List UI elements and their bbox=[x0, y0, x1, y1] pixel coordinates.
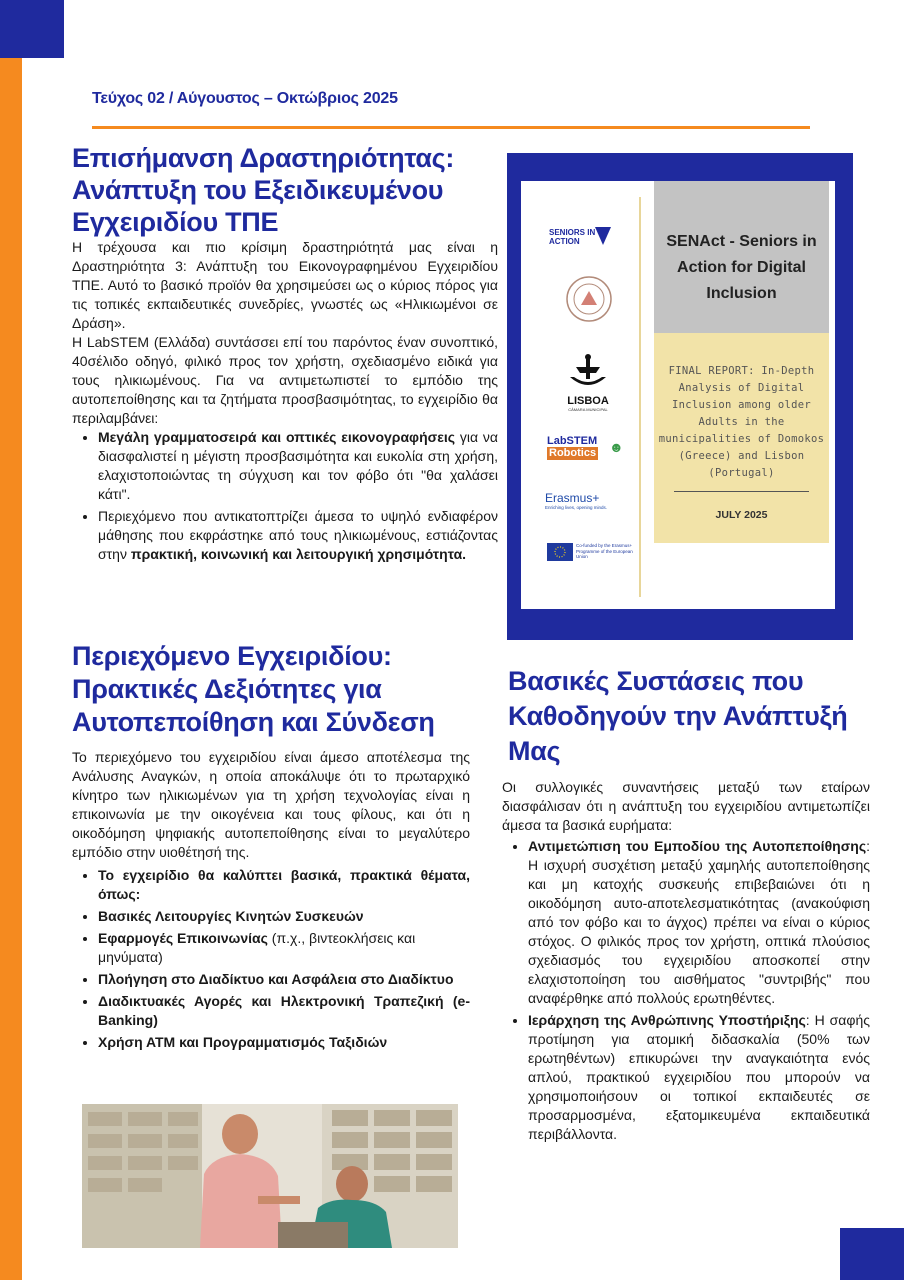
report-cover-page bbox=[521, 181, 835, 609]
recommendation-item: • Αντιμετώπιση του Εμποδίου της Αυτοπεποίθησης: Η ισχυρή συσχέτιση μεταξύ χαμηλής αυτοπεποίθησης και μη κατοχής συσκευής επιβεβαιώνει ότι η οικοδόμηση αυτο-αποτελεσματικότητας (ανακούφιση από τον φόβο και το άγχος) πρέπει να είναι ο κύριος στόχος. Ο φιλικός προς τον χρήστη, οπτικά πλούσιος σχεδιασμός του εγχειριδίου αποσκοπεί στην ελαχιστοποίηση του αισθήματος "συντριβής" που αναφέρθηκε από πολλούς ερωτηθέντες. bbox=[528, 837, 870, 1008]
issue-label: Τεύχος 02 / Αύγουστος – Οκτώβριος 2025 bbox=[92, 90, 398, 107]
recommendations-heading: Βασικές Συστάσεις που Καθοδηγούν την Ανάπτυξή Μας bbox=[508, 666, 848, 766]
cover-report-rule bbox=[674, 491, 809, 492]
cover-title-panel bbox=[654, 181, 829, 333]
cover-report-text: FINAL REPORT: In-Depth Analysis of Digital Inclusion among older Adults in the municipalities of Domokos (Greece) and Lisbon (Portugal) bbox=[658, 365, 825, 479]
cover-title: SENAct - Seniors in Action for Digital Inclusion bbox=[666, 233, 817, 302]
content-paragraph: Το περιεχόμενο του εγχειριδίου είναι άμεσο αποτέλεσμα της Ανάλυσης Αναγκών, η οποία αποκάλυψε ότι το πρωταρχικό κίνητρο των ηλικιωμένων για τη χρήση τεχνολογίας είναι η επικοινωνία με την οικογένεια και τους φίλους, και ότι η οικοδόμηση ψηφιακής αυτοπεποίθησης είναι το μεγαλύτερο εμπόδιο στην υιοθέτησή της. bbox=[72, 749, 470, 860]
recommendations-paragraph: Οι συλλογικές συναντήσεις μεταξύ των εταίρων διασφάλισαν ότι η ανάπτυξη του εγχειριδίου αντιμετωπίζει άμεσα τα βασικά ευρήματα: bbox=[502, 779, 870, 833]
corner-block-top-left bbox=[0, 0, 64, 58]
photo-illustration bbox=[82, 1104, 458, 1248]
orange-side-bar bbox=[0, 58, 22, 1280]
domokos-seal-logo bbox=[565, 275, 613, 325]
ship-icon bbox=[566, 353, 610, 393]
header-rule bbox=[92, 126, 810, 129]
activity-bullet-1 bbox=[98, 428, 498, 504]
seniors-in-action-logo: SENIORS IN ACTION bbox=[549, 225, 613, 249]
bullet-text: Περιεχόμενο που αντικατοπτρίζει άμεσα το υψηλό ενδιαφέρον μάθησης που εκφράστηκε από τους ηλικιωμένους, εστιάζοντας στην bbox=[98, 508, 498, 562]
bullet-text: για να διασφαλιστεί η μέγιστη προσβασιμότητα και ευκολία στη χρήση, ελαχιστοποιώντας τη σύγχυση και τον φόβο ότι "θα χαλάσει κάτι". bbox=[98, 429, 498, 502]
eu-flag-icon bbox=[547, 543, 573, 561]
lisboa-logo: LISBOA CÂMARA MUNICIPAL bbox=[563, 353, 613, 412]
labstem-logo: LabSTEM Robotics ☻ bbox=[547, 435, 624, 459]
activity-paragraph-1: Η τρέχουσα και πιο κρίσιμη δραστηριότητά μας είναι η Δραστηριότητα 3: Ανάπτυξη του Εικονογραφημένου Εγχειριδίου ΤΠΕ. Αυτό το βασικό προϊόν θα χρησιμεύσει ως ο κύριος πόρος για τις τοπικές εκπαιδευτικές συνεδρίες, γνωστές ως «Ηλικιωμένοι σε Δράση». bbox=[72, 239, 498, 331]
cover-report-panel bbox=[654, 333, 829, 543]
recommendations-list bbox=[502, 837, 870, 1144]
activity-section bbox=[72, 238, 498, 567]
bullet-bold: πρακτική, κοινωνική και λειτουργική χρησιμότητα. bbox=[130, 546, 467, 562]
cover-report-date: JULY 2025 bbox=[715, 509, 768, 521]
cover-divider bbox=[639, 197, 641, 597]
content-section bbox=[72, 748, 470, 1055]
content-item: • Πλοήγηση στο Διαδίκτυο και Ασφάλεια στο Διαδίκτυο bbox=[98, 970, 470, 989]
robot-icon: ☻ bbox=[609, 439, 624, 455]
recommendation-item: • Ιεράρχηση της Ανθρώπινης Υποστήριξης: Η σαφής προτίμηση για ατομική διδασκαλία (50% των ερωτηθέντων) επικυρώνει την αναγκαιότητα ενός απλού, πρακτικού εγχειριδίου που μπορούν να χρησιμοποιήσουν οι τοπικοί εκπαιδευτές σε προσαρμοσμένα, εξατομικευμένα εκπαιδευτικά περιβάλλοντα. bbox=[528, 1011, 870, 1144]
content-item: • Διαδικτυακές Αγορές και Ηλεκτρονική Τραπεζική (e-Banking) bbox=[98, 992, 470, 1030]
content-item: • Το εγχειρίδιο θα καλύπτει βασικά, πρακτικά θέματα, όπως: bbox=[98, 866, 470, 904]
bullet-bold: Μεγάλη γραμματοσειρά και οπτικές εικονογραφήσεις bbox=[98, 429, 456, 445]
partner-logos bbox=[521, 181, 641, 609]
activity-paragraph-2: Η LabSTEM (Ελλάδα) συντάσσει επί του παρόντος έναν συνοπτικό, 40σέλιδο οδηγό, φιλικό προς τον χρήστη, σχεδιασμένο ειδικά για τους ηλικιωμένους. Για να αντιμετωπιστεί το εμπόδιο της αυτοπεποίθησης και τα ζητήματα προσβασιμότητας, το εγχειρίδιο θα περιλαμβάνει: bbox=[72, 334, 498, 426]
content-heading: Περιεχόμενο Εγχειριδίου: Πρακτικές Δεξιότητες για Αυτοπεποίθηση και Σύνδεση bbox=[72, 641, 435, 737]
erasmus-logo: Erasmus+ Enriching lives, opening minds. bbox=[545, 491, 608, 510]
activity-list bbox=[72, 428, 498, 564]
content-item: • Χρήση ΑΤΜ και Προγραμματισμός Ταξιδιών bbox=[98, 1033, 470, 1052]
content-list bbox=[72, 866, 470, 1052]
training-photo bbox=[82, 1104, 458, 1248]
corner-block-bottom-right bbox=[840, 1228, 904, 1280]
recommendations-section bbox=[502, 778, 870, 1147]
eu-logo: Co-funded by the Erasmus+ Programme of the European Union bbox=[547, 543, 637, 561]
report-cover bbox=[507, 153, 853, 640]
activity-bullet-2 bbox=[98, 507, 498, 564]
content-item: • Εφαρμογές Επικοινωνίας (π.χ., βιντεοκλήσεις και μηνύματα) bbox=[98, 929, 470, 967]
activity-heading: Επισήμανση Δραστηριότητας: Ανάπτυξη του Εξειδικευμένου Εγχειριδίου ΤΠΕ bbox=[72, 143, 455, 237]
seal-icon bbox=[565, 275, 613, 323]
content-item: • Βασικές Λειτουργίες Κινητών Συσκευών bbox=[98, 907, 470, 926]
